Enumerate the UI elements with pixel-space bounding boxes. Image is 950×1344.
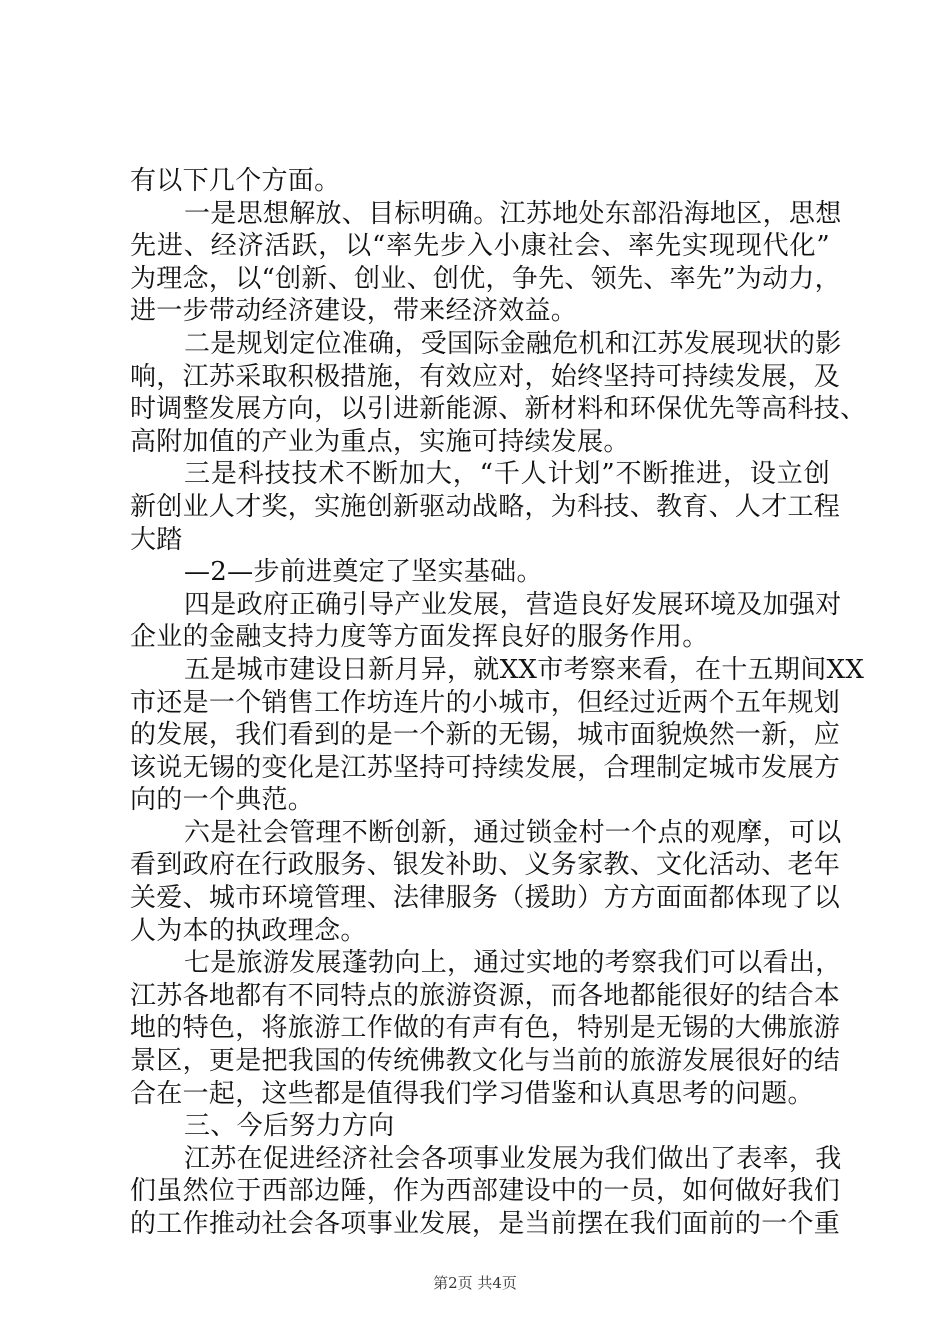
text-line: 时调整发展方向，以引进新能源、新材料和环保优先等高科技、 — [130, 394, 867, 425]
text-line: 为理念，以“创新、创业、创优，争先、领先、率先”为动力， — [130, 263, 841, 294]
paragraph-1-line: 一是思想解放、目标明确。江苏地处东部沿海地区，思想 — [184, 198, 842, 229]
text-line: 向的一个典范。 — [130, 785, 315, 816]
text-line: 市还是一个销售工作坊连片的小城市，但经过近两个五年规划 — [130, 687, 841, 718]
page-footer: 第2页 共4页 — [433, 1274, 517, 1292]
text-line: 先进、经济活跃，以“率先步入小康社会、率先实现现代化” — [130, 231, 830, 262]
text-line: 有以下几个方面。 — [130, 166, 341, 196]
page-break-line: —2—步前进奠定了坚实基础。 — [184, 557, 543, 588]
text-line: 们虽然位于西部边陲，作为西部建设中的一员，如何做好我们 — [130, 1176, 841, 1207]
paragraph-5-line: 五是城市建设日新月异，就XX市考察来看，在十五期间XX — [184, 654, 865, 685]
text-line: 地的特色，将旅游工作做的有声有色，特别是无锡的大佛旅游 — [130, 1013, 841, 1044]
text-line: 进一步带动经济建设，带来经济效益。 — [130, 296, 578, 327]
text-line: 的工作推动社会各项事业发展，是当前摆在我们面前的一个重 — [130, 1209, 841, 1239]
paragraph-2-line: 二是规划定位准确，受国际金融危机和江苏发展现状的影 — [184, 328, 842, 359]
text-line: 响，江苏采取积极措施，有效应对，始终坚持可持续发展，及 — [130, 361, 841, 392]
text-line: 人为本的执政理念。 — [130, 915, 367, 946]
text-line: 大踏 — [130, 524, 183, 555]
text-line: 景区，更是把我国的传统佛教文化与当前的旅游发展很好的结 — [130, 1046, 841, 1077]
paragraph-6-line: 六是社会管理不断创新，通过锁金村一个点的观摩，可以 — [184, 817, 842, 848]
text-line: 江苏各地都有不同特点的旅游资源，而各地都能很好的结合本 — [130, 980, 841, 1011]
document-body — [130, 165, 867, 1241]
paragraph-7-line: 七是旅游发展蓬勃向上，通过实地的考察我们可以看出， — [184, 948, 842, 979]
section-heading: 三、今后努力方向 — [184, 1111, 395, 1142]
text-line: 合在一起，这些都是值得我们学习借鉴和认真思考的问题。 — [130, 1078, 814, 1109]
paragraph-8-line: 江苏在促进经济社会各项事业发展为我们做出了表率，我 — [184, 1143, 842, 1174]
text-line: 的发展，我们看到的是一个新的无锡，城市面貌焕然一新，应 — [130, 720, 841, 751]
text-line: 新创业人才奖，实施创新驱动战略，为科技、教育、人才工程 — [130, 491, 841, 522]
text-line: 关爱、城市环境管理、法律服务（援助）方方面面都体现了以 — [130, 883, 841, 914]
text-line: 高附加值的产业为重点，实施可持续发展。 — [130, 426, 630, 457]
text-line: 该说无锡的变化是江苏坚持可持续发展，合理制定城市发展方 — [130, 752, 841, 783]
text-line: 企业的金融支持力度等方面发挥良好的服务作用。 — [130, 622, 709, 653]
paragraph-3-line: 三是科技技术不断加大，“千人计划”不断推进，设立创 — [184, 459, 830, 490]
text-line: 看到政府在行政服务、银发补助、义务家教、文化活动、老年 — [130, 850, 841, 881]
paragraph-4-line: 四是政府正确引导产业发展，营造良好发展环境及加强对 — [184, 589, 842, 620]
